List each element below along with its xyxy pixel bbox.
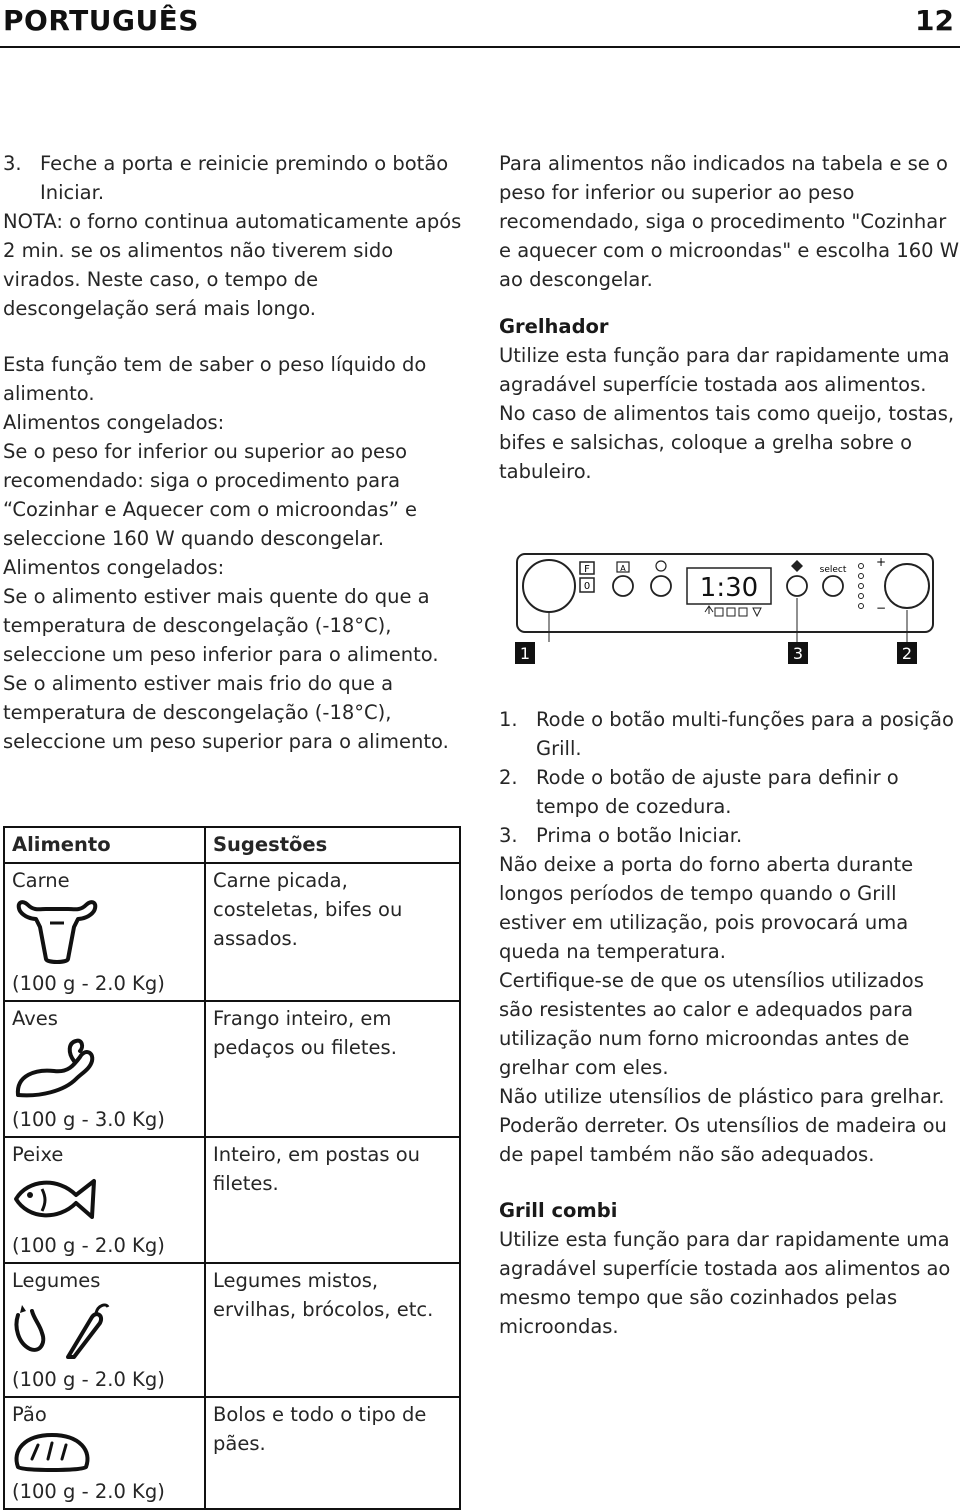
weight-icon (656, 561, 666, 571)
intro-paragraph: Para alimentos não indicados na tabela e se o peso for inferior ou superior ao peso recomendado, siga o procedimento "Cozinhar e aquecer com o microondas" e escolha 160 W ao descongelar. (499, 152, 960, 291)
paragraph: Alimentos congelados: (3, 556, 225, 579)
suggestion-cell: Carne picada, costeletas, bifes ou assados. (205, 863, 460, 1001)
food-cell (4, 1001, 205, 1137)
language-title: PORTUGUÊS (3, 4, 199, 37)
cow-head-icon (12, 897, 102, 965)
food-cell (4, 1263, 205, 1397)
suggestion-cell: Frango inteiro, em pedaços ou filetes. (205, 1001, 460, 1137)
display-readout: 1:30 (699, 573, 759, 603)
start-diamond-icon (791, 560, 803, 572)
food-name: Pão (12, 1403, 47, 1426)
table-row (4, 1001, 460, 1137)
paragraph: Certifique-se de que os utensílios utilizados são resistentes ao calor e adequados para utilização num forno microondas antes de grelhar com eles. (499, 969, 924, 1079)
weight-range: (100 g - 2.0 Kg) (12, 1234, 165, 1257)
food-name: Legumes (12, 1269, 101, 1292)
adjust-knob (885, 564, 929, 608)
column-header-food: Alimento (4, 827, 205, 863)
paragraph: Esta função tem de saber o peso líquido do alimento. (3, 353, 427, 405)
grill-combi-heading: Grill combi (499, 1199, 618, 1222)
f-label: F (584, 564, 590, 575)
start-button (787, 576, 807, 596)
step-text: Rode o botão de ajuste para definir o tempo de cozedura. (536, 766, 899, 818)
paragraph: Utilize esta função para dar rapidamente uma agradável superfície tostada aos alimentos ao mesmo tempo que são cozinhados pelas microondas. (499, 1228, 951, 1338)
plus-label: + (875, 555, 887, 569)
page-header (0, 0, 960, 48)
callout-2: 2 (901, 644, 913, 663)
minus-label: − (875, 601, 887, 615)
weight-range: (100 g - 2.0 Kg) (12, 972, 165, 995)
food-name: Aves (12, 1007, 58, 1030)
list-item (3, 149, 465, 207)
note-paragraph: NOTA: o forno continua automaticamente após 2 min. se os alimentos não tiverem sido virados. Neste caso, o tempo de descongelação será mais longo. (3, 210, 462, 320)
suggestion-cell: Bolos e todo o tipo de pães. (205, 1397, 460, 1509)
table-row (4, 863, 460, 1001)
paragraph: Alimentos congelados: (3, 411, 225, 434)
table-header-row (4, 827, 460, 863)
food-name: Peixe (12, 1143, 64, 1166)
food-name: Carne (12, 869, 70, 892)
paragraph: Se o alimento estiver mais quente do que a temperatura de descongelação (-18°C), seleccione um peso inferior para o alimento. (3, 585, 439, 666)
right-column (499, 149, 959, 486)
chicken-leg-icon (12, 1035, 102, 1101)
multifunction-knob (523, 560, 575, 612)
weight-button (651, 576, 671, 596)
paragraph: Não deixe a porta do forno aberta durante longos períodos de tempo quando o Grill estiver em utilização, pois provocará uma queda na temperatura. (499, 853, 914, 963)
step-text: Feche a porta e reinicie premindo o botão Iniciar. (40, 152, 449, 204)
auto-button (613, 576, 633, 596)
weight-range: (100 g - 2.0 Kg) (12, 1480, 165, 1503)
control-panel-illustration (515, 552, 935, 682)
vegetables-icon (12, 1297, 112, 1361)
step-number: 1. (499, 708, 518, 731)
table-row (4, 1397, 460, 1509)
step-text: Rode o botão multi-funções para a posição Grill. (536, 708, 954, 760)
paragraph: Não utilize utensílios de plástico para grelhar. Poderão derreter. Os utensílios de madeira ou de papel também não são adequados. (499, 1085, 947, 1166)
o-label: 0 (583, 581, 591, 592)
select-button (823, 576, 843, 596)
callout-1: 1 (519, 644, 531, 663)
step-number: 3. (3, 152, 22, 175)
grill-heading: Grelhador (499, 315, 609, 338)
select-label: select (819, 565, 847, 575)
paragraph: Utilize esta função para dar rapidamente uma agradável superfície tostada aos alimentos. (499, 344, 950, 396)
list-item (499, 763, 959, 821)
food-cell (4, 1397, 205, 1509)
paragraph: Se o alimento estiver mais frio do que a temperatura de descongelação (-18°C), seleccione um peso superior para o alimento. (3, 672, 449, 753)
table-row (4, 1137, 460, 1263)
food-cell (4, 863, 205, 1001)
suggestion-cell: Inteiro, em postas ou filetes. (205, 1137, 460, 1263)
page-number: 12 (915, 4, 954, 37)
bread-icon (12, 1431, 92, 1473)
table-row (4, 1263, 460, 1397)
step-number: 3. (499, 824, 518, 847)
weight-range: (100 g - 3.0 Kg) (12, 1108, 165, 1131)
callout-3: 3 (792, 644, 804, 663)
step-text: Prima o botão Iniciar. (536, 824, 743, 847)
column-header-suggestions: Sugestões (205, 827, 460, 863)
food-cell (4, 1137, 205, 1263)
right-column-lower (499, 705, 959, 1341)
suggestion-cell: Legumes mistos, ervilhas, brócolos, etc. (205, 1263, 460, 1397)
fish-icon (12, 1171, 102, 1227)
weight-range: (100 g - 2.0 Kg) (12, 1368, 165, 1391)
food-table (3, 826, 461, 1510)
a-label: A (620, 564, 626, 573)
header-rule (0, 46, 960, 48)
step-number: 2. (499, 766, 518, 789)
list-item (499, 705, 959, 763)
paragraph: Se o peso for inferior ou superior ao peso recomendado: siga o procedimento para “Cozinhar e Aquecer com o microondas” e seleccione 160 W quando descongelar. (3, 440, 418, 550)
list-item (499, 821, 959, 850)
paragraph: No caso de alimentos tais como queijo, tostas, bifes e salsichas, coloque a grelha sobre o tabuleiro. (499, 402, 955, 483)
left-column (3, 149, 465, 756)
